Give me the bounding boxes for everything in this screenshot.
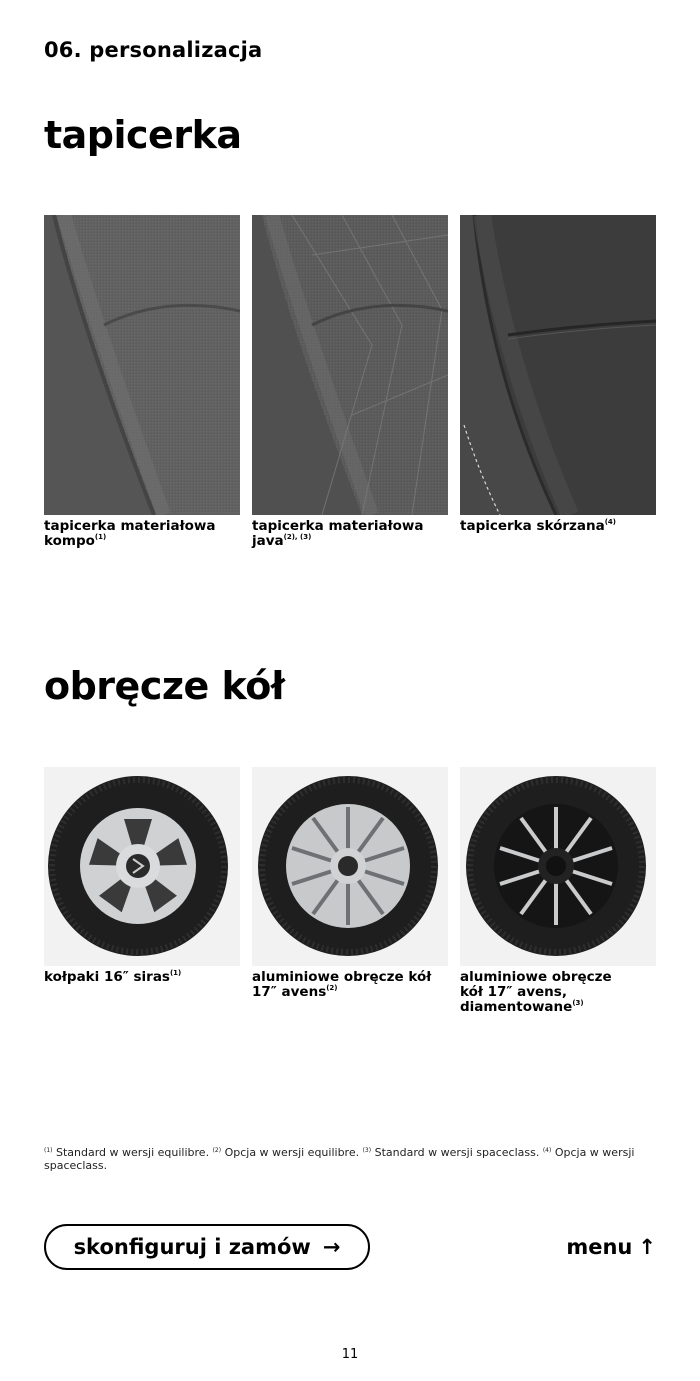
upholstery-card-kompo	[44, 215, 240, 549]
configure-button-label: skonfiguruj i zamów	[73, 1235, 311, 1259]
configure-and-order-button[interactable]	[44, 1224, 370, 1270]
upholstery-caption: tapicerka materiałowa java$^{(2), (3)}$	[252, 518, 424, 549]
page-number: 11	[341, 1347, 359, 1362]
upholstery-caption: tapicerka materiałowa kompo$^{(1)}$	[44, 518, 216, 549]
upholstery-card-java	[252, 215, 448, 549]
wheel-caption: aluminiowe obręcze kół 17″ avens, diamentowane$^{(3)}$	[460, 969, 612, 1015]
wheel-card-siras	[44, 767, 240, 1015]
wheel-caption: kołpaki 16″ siras$^{(1)}$	[44, 969, 182, 985]
wheel-card-avens-diamond	[460, 767, 656, 1015]
menu-link[interactable]	[566, 1235, 656, 1259]
upholstery-caption: tapicerka skórzana$^{(4)}$	[460, 518, 617, 534]
arrow-up-icon: ↑	[638, 1235, 656, 1259]
footnotes: $^{(1)}$ Standard w wersji equilibre. $^{(2)}$ Opcja w wersji equilibre. $^{(3)}$ Standard w wersji spaceclass. $^{(4)}$ Opcja w wersji spaceclass.	[44, 1146, 635, 1172]
upholstery-card-leather	[460, 215, 656, 549]
wheel-card-avens	[252, 767, 448, 1015]
upholstery-grid	[44, 215, 656, 549]
menu-label: menu	[566, 1235, 633, 1259]
wheel-avens-image	[252, 767, 448, 966]
wheel-siras-image	[44, 767, 240, 966]
fabric-kompo-image	[44, 215, 240, 515]
wheels-grid	[44, 767, 656, 1015]
upholstery-title: tapicerka	[44, 113, 242, 157]
section-label: 06. personalizacja	[44, 38, 263, 62]
leather-image	[460, 215, 656, 515]
arrow-right-icon: →	[322, 1235, 341, 1259]
wheel-avens-diamond-image	[460, 767, 656, 966]
fabric-java-image	[252, 215, 448, 515]
wheels-title: obręcze kół	[44, 664, 285, 708]
wheel-caption: aluminiowe obręcze kół 17″ avens$^{(2)}$	[252, 969, 432, 1000]
